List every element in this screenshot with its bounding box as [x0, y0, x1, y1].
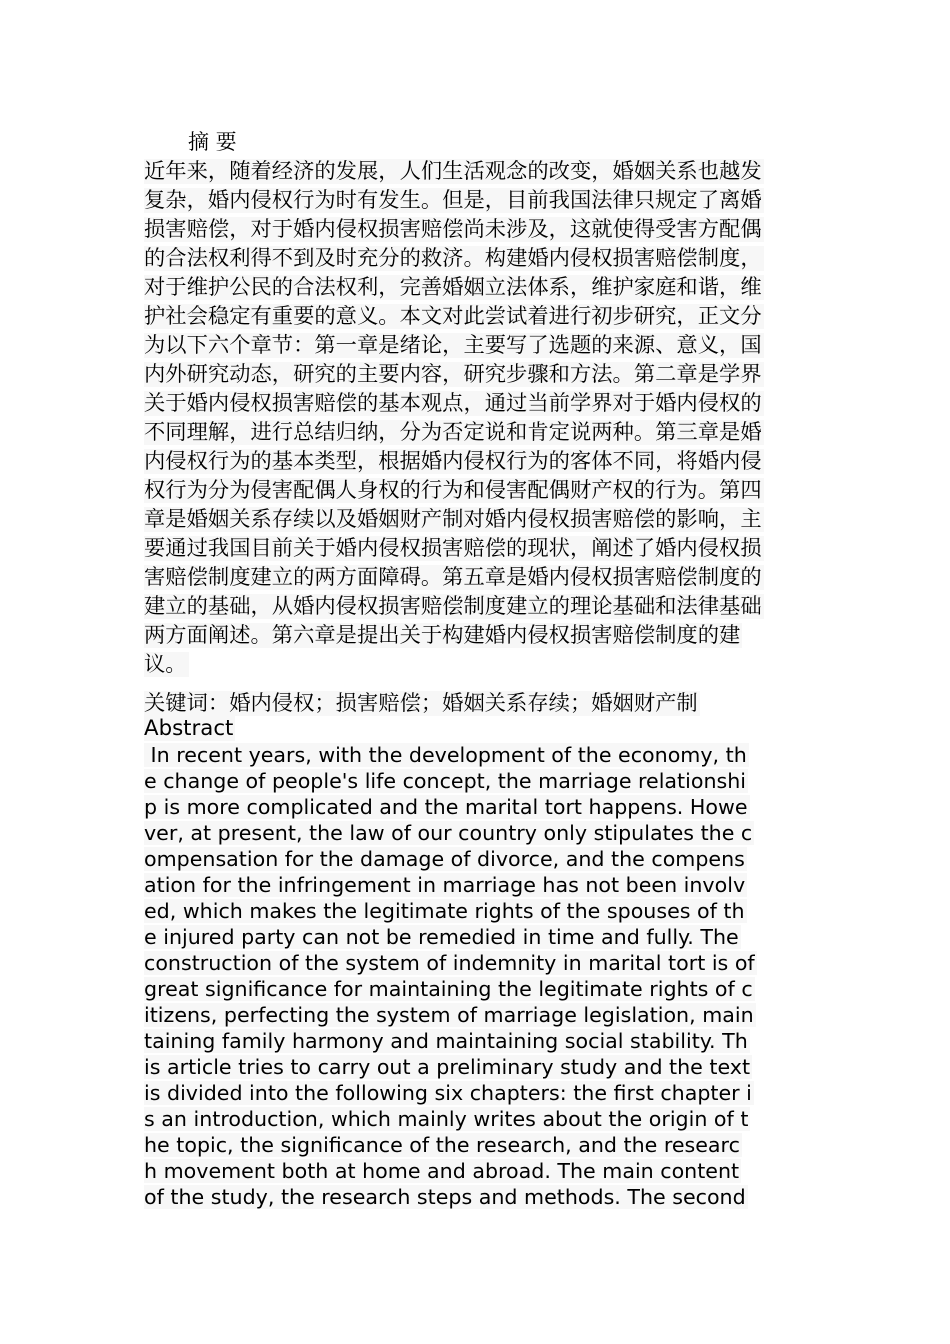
abstract-en-line: h movement both at home and abroad. The main content [144, 1159, 740, 1183]
abstract-cn-line: 损害赔偿，对于婚内侵权损害赔偿尚未涉及，这就使得受害方配偶 [144, 217, 762, 242]
abstract-en-line: great significance for maintaining the legitimate rights of c [144, 977, 753, 1001]
abstract-en-line: taining family harmony and maintaining social stability. Th [144, 1029, 748, 1053]
abstract-cn-line: 关于婚内侵权损害赔偿的基本观点，通过当前学界对于婚内侵权的 [144, 391, 762, 416]
abstract-en-line: p is more complicated and the marital tort happens. Howe [144, 795, 748, 819]
abstract-en-line: ation for the infringement in marriage has not been involv [144, 873, 746, 897]
abstract-en-line: s an introduction, which mainly writes about the origin of t [144, 1107, 749, 1131]
abstract-en-line: ver, at present, the law of our country only stipulates the c [144, 821, 753, 845]
abstract-en-line: of the study, the research steps and methods. The second [144, 1185, 746, 1209]
abstract-cn-title: 摘 要 [188, 130, 237, 154]
abstract-cn-line: 议。 [144, 652, 187, 677]
abstract-cn-body [144, 157, 764, 679]
abstract-en-line: is article tries to carry out a preliminary study and the text [144, 1055, 751, 1079]
abstract-cn-line: 章是婚姻关系存续以及婚姻财产制对婚内侵权损害赔偿的影响，主 [144, 507, 762, 532]
abstract-cn-line: 建立的基础，从婚内侵权损害赔偿制度建立的理论基础和法律基础 [144, 594, 762, 619]
abstract-en-line: e change of people's life concept, the marriage relationshi [144, 769, 747, 793]
abstract-cn-line: 的合法权利得不到及时充分的救济。构建婚内侵权损害赔偿制度， [144, 246, 762, 271]
abstract-en-line: is divided into the following six chapters: the first chapter i [144, 1081, 752, 1105]
abstract-en-line: ed, which makes the legitimate rights of the spouses of th [144, 899, 745, 923]
abstract-cn-line: 为以下六个章节：第一章是绪论，主要写了选题的来源、意义，国 [144, 333, 762, 358]
abstract-en-line: he topic, the significance of the research, and the researc [144, 1133, 740, 1157]
abstract-en-title [144, 716, 235, 742]
abstract-cn-line: 内外研究动态，研究的主要内容，研究步骤和方法。第二章是学界 [144, 362, 762, 387]
abstract-en-line: e injured party can not be remedied in time and fully. The [144, 925, 739, 949]
abstract-cn-line: 对于维护公民的合法权利，完善婚姻立法体系，维护家庭和谐，维 [144, 275, 762, 300]
abstract-cn-line: 害赔偿制度建立的两方面障碍。第五章是婚内侵权损害赔偿制度的 [144, 565, 762, 590]
keywords-cn-line: 关键词：婚内侵权；损害赔偿；婚姻关系存续；婚姻财产制 [144, 691, 698, 716]
abstract-en-line: itizens, perfecting the system of marriage legislation, main [144, 1003, 754, 1027]
abstract-cn-line: 不同理解，进行总结归纳，分为否定说和肯定说两种。第三章是婚 [144, 420, 762, 445]
abstract-cn-line: 两方面阐述。第六章是提出关于构建婚内侵权损害赔偿制度的建 [144, 623, 741, 648]
abstract-en-title-line: Abstract [144, 716, 234, 741]
keywords-cn [144, 689, 700, 718]
abstract-cn-line: 要通过我国目前关于婚内侵权损害赔偿的现状，阐述了婚内侵权损 [144, 536, 762, 561]
abstract-cn-line: 权行为分为侵害配偶人身权的行为和侵害配偶财产权的行为。第四 [144, 478, 762, 503]
abstract-en-body [144, 742, 757, 1210]
abstract-cn-line: 近年来，随着经济的发展，人们生活观念的改变，婚姻关系也越发 [144, 159, 762, 184]
abstract-en-line: In recent years, with the development of the economy, th [144, 743, 747, 767]
abstract-cn-line: 护社会稳定有重要的意义。本文对此尝试着进行初步研究，正文分 [144, 304, 762, 329]
abstract-cn-line: 内侵权行为的基本类型，根据婚内侵权行为的客体不同，将婚内侵 [144, 449, 762, 474]
abstract-en-line: ompensation for the damage of divorce, and the compens [144, 847, 745, 871]
abstract-en-line: construction of the system of indemnity in marital tort is of [144, 951, 755, 975]
abstract-cn-line: 复杂，婚内侵权行为时有发生。但是，目前我国法律只规定了离婚 [144, 188, 762, 213]
